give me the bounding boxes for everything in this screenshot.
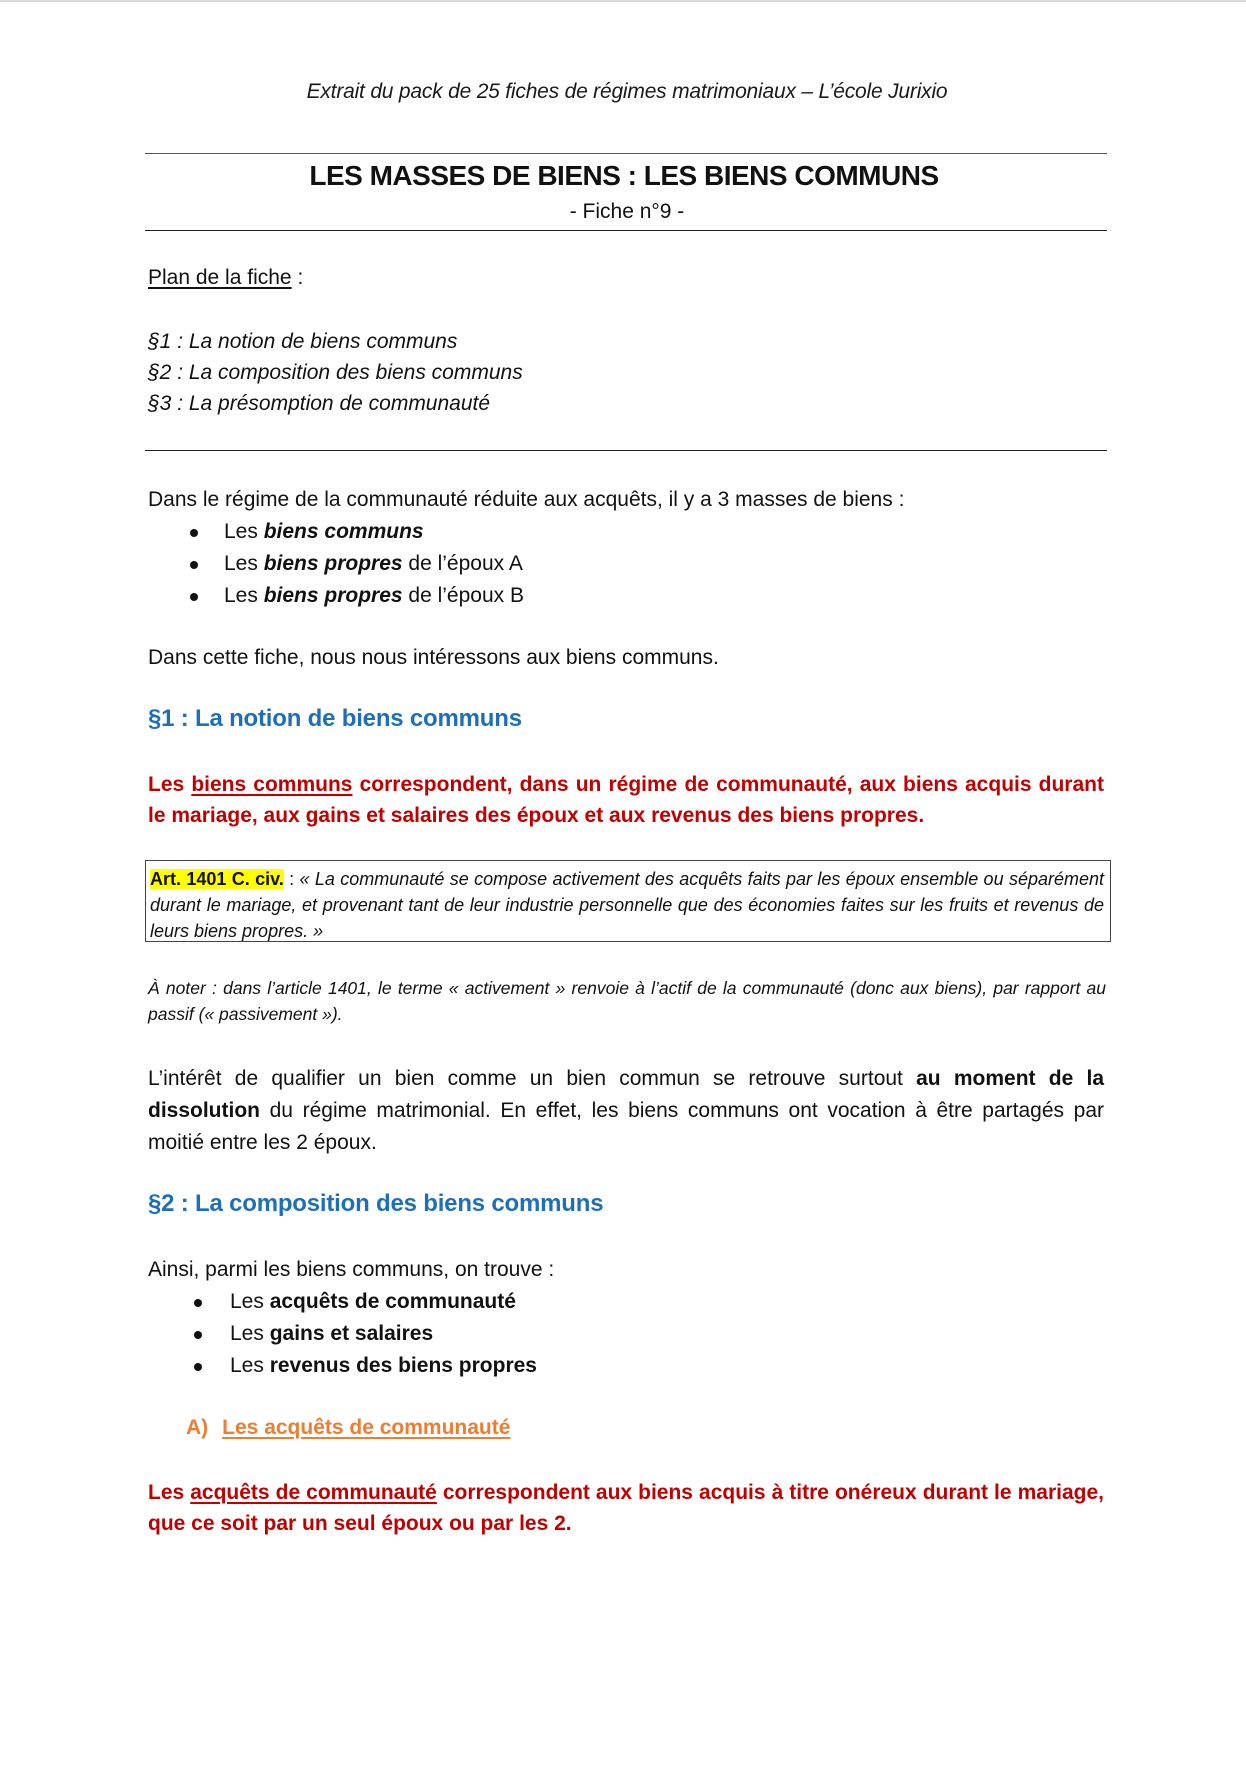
intro-closing: Dans cette fiche, nous nous intéressons aux biens communs. (148, 646, 719, 669)
article-reference: Art. 1401 C. civ. (150, 869, 284, 889)
article-text: « La communauté se compose activement des acquêts faits par les époux ensemble ou séparément durant le mariage, et provenant tant de leur industrie personnelle que des économies faites sur les fruits et revenus de leurs biens propres. » (150, 869, 1104, 941)
bullet-icon (194, 1363, 202, 1371)
section-2-definition: Les acquêts de communauté correspondent aux biens acquis à titre onéreux durant le mariage, que ce soit par un seul époux ou par les 2. (148, 1481, 1104, 1535)
document-page (0, 2, 1246, 1772)
bullet-icon (190, 561, 198, 569)
header-note: Extrait du pack de 25 fiches de régimes matrimoniaux – L’école Jurixio (306, 80, 948, 103)
title-bottom-rule (145, 230, 1107, 231)
list-item: Les gains et salaires (148, 1318, 948, 1350)
subsection-a-heading (186, 1416, 510, 1440)
plan-list (148, 326, 523, 419)
plan-label (148, 266, 303, 290)
composition-list (148, 1286, 948, 1382)
article-quote-box: Art. 1401 C. civ. : « La communauté se compose activement des acquêts faits par les époux ensemble ou séparément durant le mariage, et provenant tant de leur industrie personnelle que des économies faites sur les fruits et revenus de leurs biens propres. » (145, 860, 1111, 942)
masses-list (148, 516, 948, 612)
title-top-rule (145, 153, 1107, 154)
list-item: Les revenus des biens propres (148, 1350, 948, 1382)
list-item: Les acquêts de communauté (148, 1286, 948, 1318)
intro-text: Dans le régime de la communauté réduite aux acquêts, il y a 3 masses de biens : (148, 488, 905, 511)
interest-paragraph: L’intérêt de qualifier un bien comme un bien commun se retrouve surtout au moment de la dissolution du régime matrimonial. En effet, les biens communs ont vocation à être partagés par moitié entre les 2 époux. (148, 1067, 1105, 1154)
plan-label-text: Plan de la fiche (148, 266, 292, 289)
list-item: Les biens propres de l’époux A (148, 548, 948, 580)
bullet-icon (194, 1299, 202, 1307)
note-text: À noter : dans l’article 1401, le terme « activement » renvoie à l’actif de la communauté (donc aux biens), par rapport au passif (« passivement »). (148, 978, 1106, 1024)
defined-term: acquêts de communauté (190, 1481, 437, 1504)
plan-item: §1 : La notion de biens communs (148, 330, 458, 353)
bullet-icon (194, 1331, 202, 1339)
list-item: Les biens propres de l’époux B (148, 580, 948, 612)
section-2-heading: §2 : La composition des biens communs (148, 1190, 604, 1217)
section-2-intro: Ainsi, parmi les biens communs, on trouve : (148, 1258, 555, 1281)
page-subtitle: - Fiche n°9 - (569, 200, 685, 223)
list-item: Les biens communs (148, 516, 948, 548)
section-1-definition: Les biens communs correspondent, dans un régime de communauté, aux biens acquis durant le mariage, aux gains et salaires des époux et aux revenus des biens propres. (148, 773, 1104, 827)
bullet-icon (190, 593, 198, 601)
defined-term: biens communs (191, 773, 353, 796)
plan-item: §2 : La composition des biens communs (148, 361, 523, 384)
subsection-title: Les acquêts de communauté (222, 1416, 511, 1439)
page-title: LES MASSES DE BIENS : LES BIENS COMMUNS (309, 160, 939, 191)
plan-bottom-rule (145, 450, 1107, 451)
plan-label-suffix: : (291, 266, 304, 289)
section-1-heading: §1 : La notion de biens communs (148, 705, 522, 732)
plan-item: §3 : La présomption de communauté (148, 392, 491, 415)
bullet-icon (190, 529, 198, 537)
subsection-letter: A) (186, 1416, 209, 1439)
